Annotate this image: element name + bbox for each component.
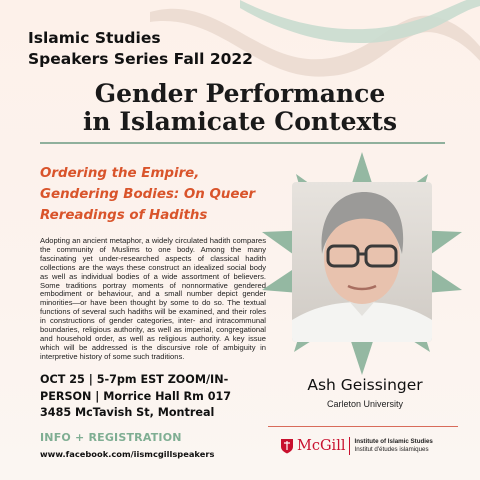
info-registration-label: INFO + REGISTRATION: [40, 431, 182, 444]
speaker-affiliation: Carleton University: [326, 399, 404, 409]
speaker-portrait: [262, 150, 462, 375]
mcgill-crest-icon: [280, 438, 294, 454]
logo-separator: [349, 437, 350, 455]
talk-title: [40, 163, 270, 226]
talk-title-line-3: Rereadings of Hadiths: [40, 208, 208, 223]
title-divider: [40, 142, 445, 144]
event-details-line-1: OCT 25 | 5-7pm EST ZOOM/IN-: [40, 373, 229, 386]
event-title: [0, 80, 480, 136]
speaker-name: Ash Geissinger: [307, 376, 423, 394]
talk-title-line-2: Gendering Bodies: On Queer: [40, 187, 256, 202]
institute-name-en: Institute of Islamic Studies: [354, 438, 433, 445]
logo-divider-line: [268, 426, 458, 427]
event-details: [40, 372, 231, 422]
talk-title-line-1: Ordering the Empire,: [40, 166, 200, 181]
mcgill-wordmark: McGill: [297, 438, 346, 454]
event-title-line-2: in Islamicate Contexts: [82, 107, 398, 136]
institute-name-fr: Institut d'études islamiques: [354, 446, 429, 453]
series-line-1: Islamic Studies: [28, 29, 161, 47]
institute-name: [354, 438, 432, 454]
event-details-line-2: PERSON | Morrice Hall Rm 017: [40, 389, 232, 403]
talk-abstract: Adopting an ancient metaphor, a widely circulated hadith compares the community of Muslims to one body. Among the many fascinating yet under-researched aspects of classical hadith collections are the ways these construct an idealized social body as well as individual bodies of a wide assortment of believers. Some traditions portray moments of nonnormative gendered embodiment or behaviour, and a small number depict gender minorities—or have been thought by some to do so. The textual functions of several such hadiths will be examined, and their roles in constructions of gender categories, inter- and intracommunal boundaries, religious authority, as well as imperial, congregational and household order, as well as religious authority. A key issue which will be addressed is the discursive role of ambiguity in interpretive history of some such traditions.: [40, 236, 266, 361]
series-heading: [28, 28, 253, 70]
event-details-line-3: 3485 McTavish St, Montreal: [40, 406, 215, 419]
series-line-2: Speakers Series Fall 2022: [28, 50, 253, 68]
registration-link[interactable]: www.facebook.com/iismcgillspeakers: [40, 449, 215, 459]
mcgill-logo: [280, 436, 433, 456]
event-title-line-1: Gender Performance: [94, 79, 386, 108]
